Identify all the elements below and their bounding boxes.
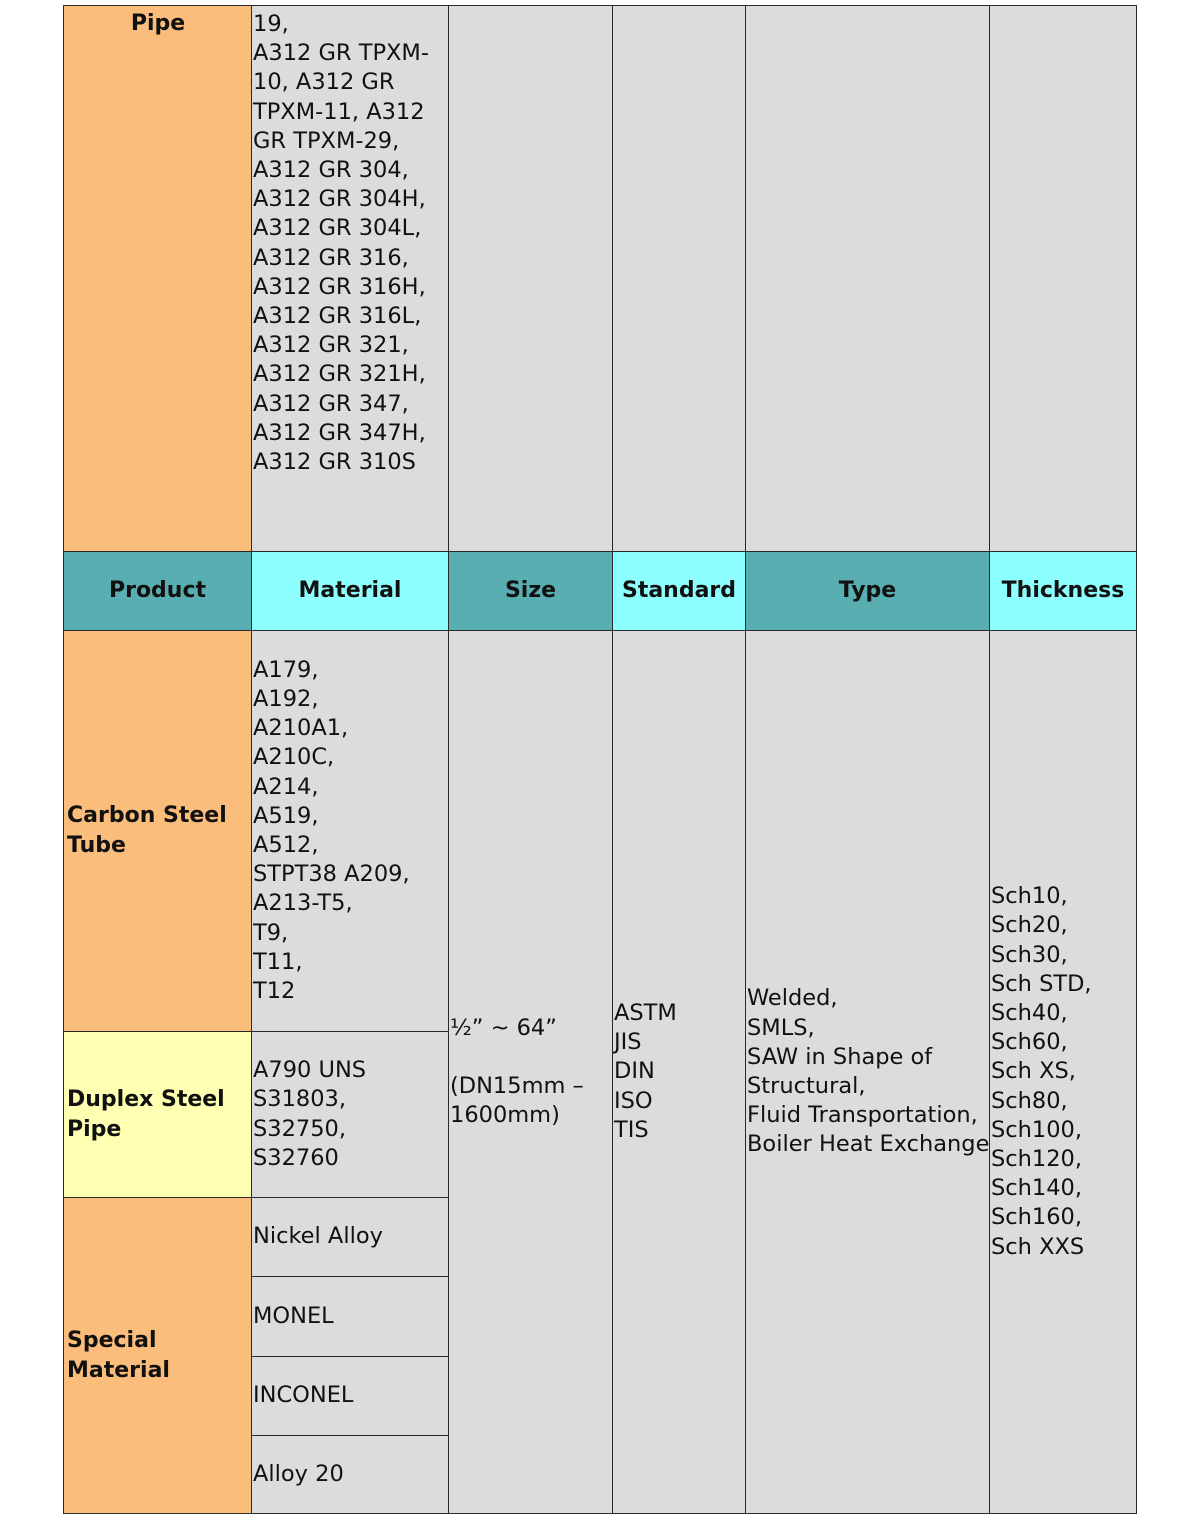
type-line: Boiler Heat Exchange xyxy=(747,1131,990,1158)
pipe-thickness-cell xyxy=(989,5,1137,552)
type-line: SMLS, xyxy=(747,1014,815,1041)
pipe-size-cell xyxy=(448,5,613,552)
pipe-type-cell xyxy=(745,5,990,552)
thickness-line: Sch60, xyxy=(991,1029,1068,1056)
carbon-steel-material-cell xyxy=(251,630,449,1032)
carbon-steel-product-line: Tube xyxy=(67,833,126,858)
header-type xyxy=(745,551,990,631)
pipe-material-line: A312 GR 321H, xyxy=(253,361,426,388)
thickness-line: Sch30, xyxy=(991,941,1068,968)
type-line: Structural, xyxy=(747,1073,866,1099)
header-thickness-label: Thickness xyxy=(1001,578,1125,604)
duplex-material-line: S32750, xyxy=(253,1115,347,1142)
duplex-product-cell xyxy=(63,1031,252,1198)
duplex-material-line: S32760 xyxy=(253,1144,339,1171)
standard-merged-cell xyxy=(612,630,746,1514)
special-material-nickel xyxy=(251,1197,449,1277)
pipe-material-line: A312 GR 310S xyxy=(253,449,416,476)
special-material-inconel xyxy=(251,1356,449,1436)
header-size-label: Size xyxy=(504,578,557,604)
duplex-material-cell xyxy=(251,1031,449,1198)
pipe-material-line: A312 GR 347H, xyxy=(253,419,426,446)
pipe-material-line: A312 GR 304L, xyxy=(253,215,422,242)
special-material-monel xyxy=(251,1276,449,1357)
thickness-line: Sch140, xyxy=(991,1175,1083,1202)
thickness-line: Sch80, xyxy=(991,1087,1068,1114)
thickness-line: Sch100, xyxy=(991,1116,1083,1143)
thickness-line: Sch XS, xyxy=(991,1058,1076,1085)
duplex-material-line: S31803, xyxy=(253,1086,347,1113)
size-merged-cell xyxy=(448,630,613,1514)
standard-line: ASTM xyxy=(614,999,677,1026)
header-thickness xyxy=(989,551,1137,631)
carbon-steel-product-cell xyxy=(63,630,252,1032)
standard-line: DIN xyxy=(614,1058,655,1085)
thickness-line: Sch20, xyxy=(991,912,1068,939)
special-material-label: Nickel Alloy xyxy=(253,1223,383,1250)
carbon-steel-material-line: A210C, xyxy=(253,744,335,771)
standard-line: JIS xyxy=(614,1029,642,1056)
thickness-line: Sch10, xyxy=(991,883,1068,910)
pipe-material-line: A312 GR 316H, xyxy=(253,273,426,300)
pipe-material-line: A312 GR 321, xyxy=(253,332,409,359)
header-material-label: Material xyxy=(298,578,402,604)
type-merged-cell xyxy=(745,630,990,1514)
special-product-cell xyxy=(63,1197,252,1514)
duplex-product-line: Pipe xyxy=(67,1116,122,1142)
carbon-steel-material-line: STPT38 A209, xyxy=(253,861,410,888)
thickness-line: Sch STD, xyxy=(991,970,1092,997)
pipe-material-line: A312 GR 347, xyxy=(253,390,409,417)
special-product-line: Material xyxy=(67,1357,170,1383)
carbon-steel-material-line: A210A1, xyxy=(253,715,349,742)
special-material-label: Alloy 20 xyxy=(253,1460,344,1487)
type-line: Fluid Transportation, xyxy=(747,1102,978,1129)
header-standard-label: Standard xyxy=(621,578,737,604)
pipe-product-label: Pipe xyxy=(130,11,186,36)
thickness-line: Sch120, xyxy=(991,1146,1083,1172)
pipe-material-line: A312 GR 316L, xyxy=(253,303,422,330)
type-line: Welded, xyxy=(747,985,838,1012)
pipe-material-line: 19, xyxy=(253,11,289,37)
thickness-merged-cell xyxy=(989,630,1137,1514)
standard-line: TIS xyxy=(614,1116,649,1143)
pipe-material-cell xyxy=(251,5,449,552)
header-material xyxy=(251,551,449,631)
carbon-steel-material-line: A179, xyxy=(253,656,319,683)
pipe-material-line: A312 GR 316, xyxy=(253,244,409,271)
carbon-steel-material-line: A512, xyxy=(253,832,319,858)
header-product xyxy=(63,551,252,631)
carbon-steel-material-line: T11, xyxy=(253,948,303,975)
carbon-steel-material-line: A192, xyxy=(253,685,319,712)
duplex-material-line: A790 UNS xyxy=(253,1057,367,1084)
carbon-steel-material-line: A519, xyxy=(253,802,319,829)
special-product-line: Special xyxy=(67,1327,157,1353)
carbon-steel-material-line: T12 xyxy=(253,978,296,1005)
pipe-material-line: TPXM-11, A312 xyxy=(253,98,425,125)
special-material-label: INCONEL xyxy=(253,1382,354,1409)
special-material-alloy20 xyxy=(251,1435,449,1514)
carbon-steel-material-line: A213-T5, xyxy=(253,890,353,917)
thickness-line: Sch40, xyxy=(991,999,1068,1026)
thickness-line: Sch160, xyxy=(991,1204,1083,1231)
duplex-product-line: Duplex Steel xyxy=(67,1086,225,1112)
size-line: 1600mm) xyxy=(450,1102,560,1129)
carbon-steel-material-line: A214, xyxy=(253,773,319,800)
size-line: ½” ~ 64” xyxy=(450,1014,557,1041)
pipe-standard-cell xyxy=(612,5,746,552)
pipe-material-line: GR TPXM-29, xyxy=(253,127,400,154)
special-material-label: MONEL xyxy=(253,1302,334,1329)
thickness-line: Sch XXS xyxy=(991,1233,1085,1260)
type-line: SAW in Shape of xyxy=(747,1043,933,1070)
pipe-material-line: A312 GR TPXM- xyxy=(253,40,429,67)
pipe-material-line: A312 GR 304, xyxy=(253,157,409,184)
size-line: (DN15mm – xyxy=(450,1072,584,1099)
carbon-steel-material-line: T9, xyxy=(253,919,289,946)
header-standard xyxy=(612,551,746,631)
size-line xyxy=(450,1043,612,1072)
pipe-material-line: A312 GR 304H, xyxy=(253,186,426,213)
header-type-label: Type xyxy=(838,578,897,604)
standard-line: ISO xyxy=(614,1087,653,1114)
carbon-steel-product-line: Carbon Steel xyxy=(67,803,227,828)
pipe-material-line: 10, A312 GR xyxy=(253,69,395,96)
header-size xyxy=(448,551,613,631)
pipe-product-cell xyxy=(63,5,252,552)
header-product-label: Product xyxy=(108,578,207,604)
